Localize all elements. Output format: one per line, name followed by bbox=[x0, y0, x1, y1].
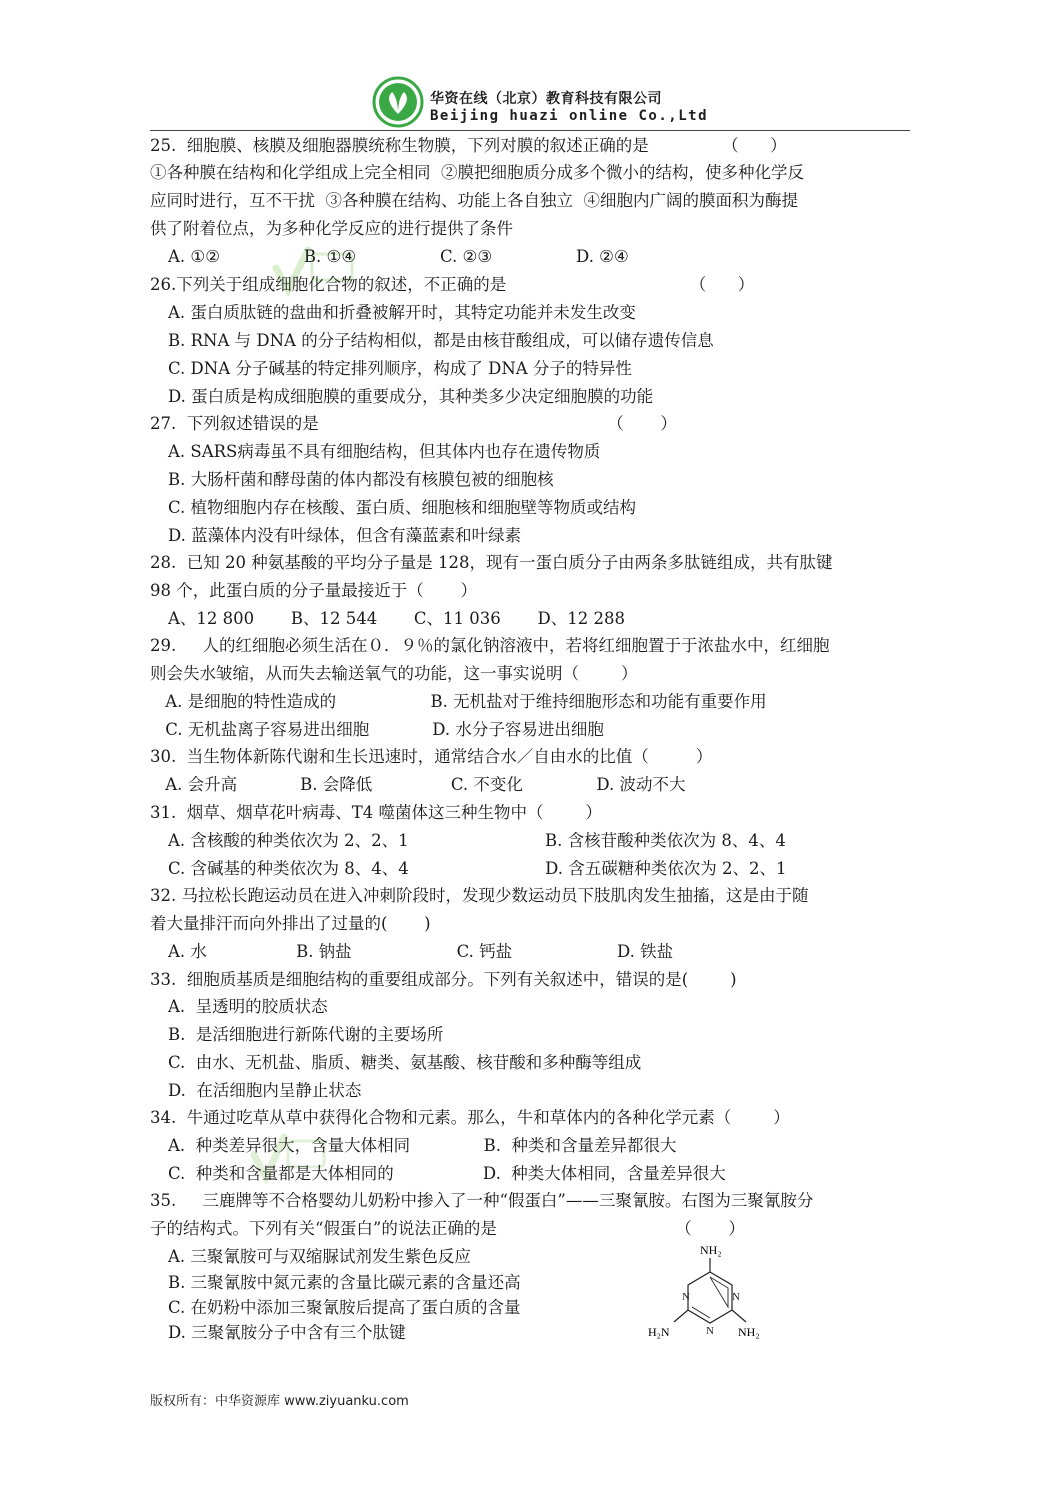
company-name-cn: 华资在线（北京）教育科技有限公司 bbox=[430, 91, 662, 107]
structure-label-top: NH₂ bbox=[700, 1243, 722, 1257]
copyright-footer: 版权所有：中华资源库 www.ziyuanku.com bbox=[150, 1394, 409, 1409]
question-line-q31-stem: 31. 烟草、烟草花叶病毒、T4 噬菌体这三种生物中（ ） bbox=[150, 803, 602, 822]
structure-label-right: NH₂ bbox=[738, 1325, 760, 1339]
structure-label-left: H₂N bbox=[648, 1325, 670, 1339]
ring-n-label: N bbox=[706, 1325, 714, 1337]
header-divider bbox=[150, 130, 910, 131]
question-line-q27-d: D. 蓝藻体内没有叶绿体，但含有藻蓝素和叶绿素 bbox=[168, 526, 522, 545]
question-line-q29-cd: C. 无机盐离子容易进出细胞 D. 水分子容易进出细胞 bbox=[160, 720, 604, 739]
question-line-q27-a: A. SARS病毒虽不具有细胞结构，但其体内也存在遗传物质 bbox=[168, 442, 601, 461]
question-line-q30-stem: 30. 当生物体新陈代谢和生长迅速时，通常结合水／自由水的比值（ ） bbox=[150, 747, 713, 766]
question-line-q27-c: C. 植物细胞内存在核酸、蛋白质、细胞核和细胞壁等物质或结构 bbox=[168, 498, 637, 517]
question-line-q35-d: D. 三聚氰胺分子中含有三个肽键 bbox=[168, 1323, 406, 1342]
question-line-q35-stem: 35. 三鹿牌等不合格婴幼儿奶粉中掺入了一种“假蛋白”——三聚氰胺。右图为三聚氰胺分 bbox=[150, 1191, 814, 1210]
question-line-q25-l3: 应同时进行，互不干扰 ③各种膜在结构、功能上各自独立 ④细胞内广阔的膜面积为酶提 bbox=[150, 191, 798, 210]
question-line-q35-l2: 子的结构式。下列有关“假蛋白”的说法正确的是 （ ） bbox=[150, 1219, 745, 1238]
question-line-q28-stem: 28. 已知 20 种氨基酸的平均分子量是 128，现有一蛋白质分子由两条多肽链组成，共有肽键 bbox=[150, 553, 833, 572]
question-line-q30-opts: A. 会升高 B. 会降低 C. 不变化 D. 波动不大 bbox=[160, 775, 686, 794]
question-line-q26-b: B. RNA 与 DNA 的分子结构相似，都是由核苷酸组成，可以储存遗传信息 bbox=[168, 331, 714, 350]
question-line-q29-l2: 则会失水皱缩，从而失去输送氧气的功能，这一事实说明（ ） bbox=[150, 664, 638, 683]
company-name-en: Beijing huazi online Co.,Ltd bbox=[430, 108, 709, 124]
ring-n-label: N bbox=[732, 1291, 740, 1303]
question-line-q27-stem: 27. 下列叙述错误的是 （ ） bbox=[150, 414, 677, 433]
question-line-q33-c: C. 由水、无机盐、脂质、糖类、氨基酸、核苷酸和多种酶等组成 bbox=[168, 1053, 642, 1072]
question-line-q32-l2: 着大量排汗而向外排出了过量的( ) bbox=[150, 914, 431, 933]
question-line-q33-a: A. 呈透明的胶质状态 bbox=[168, 997, 328, 1016]
page-header bbox=[372, 76, 912, 136]
question-line-q27-b: B. 大肠杆菌和酵母菌的体内都没有核膜包被的细胞核 bbox=[168, 470, 554, 489]
question-line-q34-cd: C. 种类和含量都是大体相同的 D. 种类大体相同，含量差异很大 bbox=[168, 1164, 726, 1183]
question-line-q35-b: B. 三聚氰胺中氮元素的含量比碳元素的含量还高 bbox=[168, 1273, 521, 1292]
question-line-q35-a: A. 三聚氰胺可与双缩脲试剂发生紫色反应 bbox=[168, 1247, 471, 1266]
question-line-q32-stem: 32. 马拉松长跑运动员在进入冲刺阶段时，发现少数运动员下肢肌肉发生抽搐，这是由于随 bbox=[150, 886, 809, 905]
company-logo-icon bbox=[372, 76, 424, 128]
question-line-q33-d: D. 在活细胞内呈静止状态 bbox=[168, 1081, 362, 1100]
question-line-q29-stem: 29. 人的红细胞必须生活在０．９％的氯化钠溶液中，若将红细胞置于于浓盐水中，红细胞 bbox=[150, 636, 830, 655]
ring-n-label: N bbox=[682, 1291, 690, 1303]
question-line-q26-stem: 26.下列关于组成细胞化合物的叙述，不正确的是 （ ） bbox=[150, 275, 755, 294]
question-line-q32-opts: A. 水 B. 钠盐 C. 钙盐 D. 铁盐 bbox=[168, 942, 674, 961]
question-line-q25-l4: 供了附着位点，为多种化学反应的进行提供了条件 bbox=[150, 219, 513, 238]
question-line-q34-stem: 34. 牛通过吃草从草中获得化合物和元素。那么，牛和草体内的各种化学元素（ ） bbox=[150, 1108, 790, 1127]
question-line-q33-stem: 33. 细胞质基质是细胞结构的重要组成部分。下列有关叙述中，错误的是( ) bbox=[150, 970, 737, 989]
question-line-q28-l2: 98 个，此蛋白质的分子量最接近于（ ） bbox=[150, 581, 477, 600]
question-line-q31-cd: C. 含碱基的种类依次为 8、4、4 D. 含五碳糖种类依次为 2、2、1 bbox=[168, 859, 787, 878]
question-line-q31-ab: A. 含核酸的种类依次为 2、2、1 B. 含核苷酸种类依次为 8、4、4 bbox=[168, 831, 786, 850]
question-line-q29-ab: A. 是细胞的特性造成的 B. 无机盐对于维持细胞形态和功能有重要作用 bbox=[160, 692, 767, 711]
question-line-q25-l2: ①各种膜在结构和化学组成上完全相同 ②膜把细胞质分成多个微小的结构，使多种化学反 bbox=[150, 163, 804, 182]
question-line-q28-opts: A、12 800 B、12 544 C、11 036 D、12 288 bbox=[168, 609, 625, 628]
melamine-structure-diagram bbox=[640, 1240, 780, 1350]
question-line-q25-opts: A. ①② B. ①④ C. ②③ D. ②④ bbox=[168, 247, 629, 266]
question-line-q26-a: A. 蛋白质肽链的盘曲和折叠被解开时，其特定功能并未发生改变 bbox=[168, 303, 636, 322]
question-line-q26-c: C. DNA 分子碱基的特定排列顺序，构成了 DNA 分子的特异性 bbox=[168, 359, 632, 378]
question-line-q26-d: D. 蛋白质是构成细胞膜的重要成分，其种类多少决定细胞膜的功能 bbox=[168, 387, 654, 406]
question-line-q25-stem: 25. 细胞膜、核膜及细胞器膜统称生物膜，下列对膜的叙述正确的是 （ ） bbox=[150, 136, 787, 155]
question-line-q35-c: C. 在奶粉中添加三聚氰胺后提高了蛋白质的含量 bbox=[168, 1298, 521, 1317]
question-line-q33-b: B. 是活细胞进行新陈代谢的主要场所 bbox=[168, 1025, 444, 1044]
question-line-q34-ab: A. 种类差异很大，含量大体相同 B. 种类和含量差异都很大 bbox=[168, 1136, 677, 1155]
